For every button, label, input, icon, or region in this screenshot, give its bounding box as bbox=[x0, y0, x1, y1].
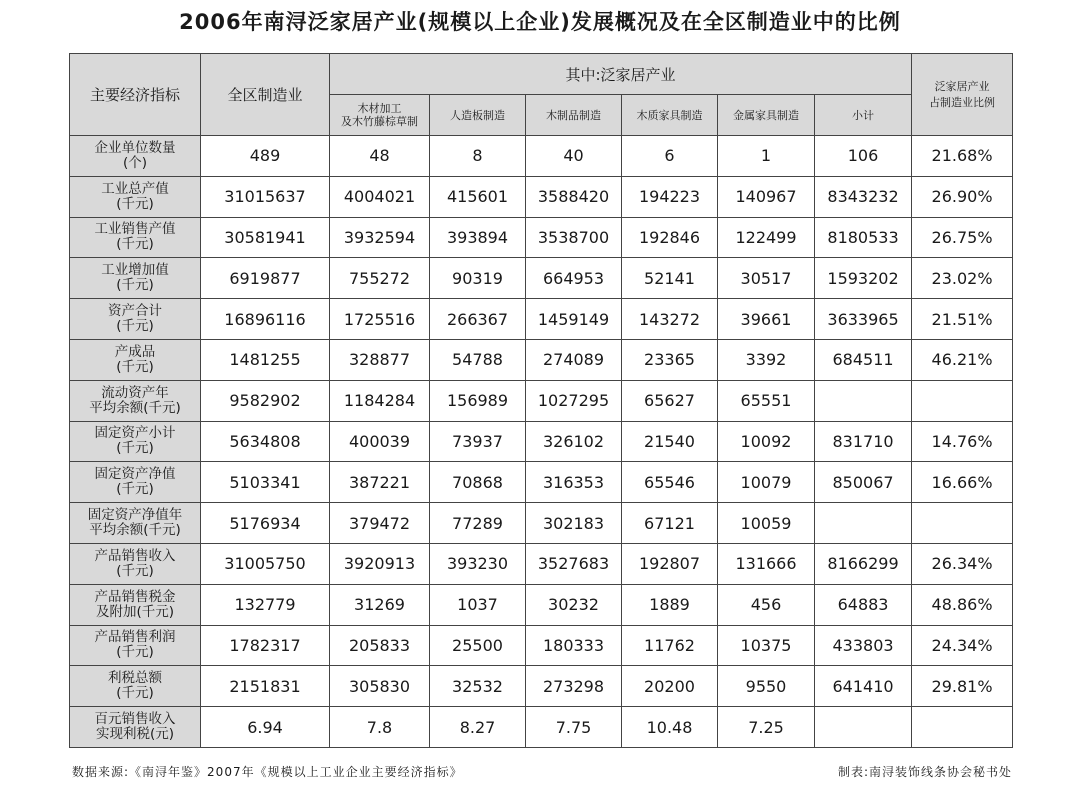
table-row bbox=[70, 543, 1013, 584]
table-cell: 9582902 bbox=[201, 380, 330, 421]
table-cell: 326102 bbox=[526, 421, 622, 462]
table-cell: 70868 bbox=[430, 462, 526, 503]
table-cell: 31269 bbox=[330, 584, 430, 625]
table-cell: 274089 bbox=[526, 339, 622, 380]
table-cell: 415601 bbox=[430, 176, 526, 217]
table-cell: 143272 bbox=[622, 299, 718, 340]
table-cell: 7.8 bbox=[330, 707, 430, 748]
table-cell: 205833 bbox=[330, 625, 430, 666]
table-cell: 131666 bbox=[718, 543, 815, 584]
table-cell: 3932594 bbox=[330, 217, 430, 258]
table-cell: 7.75 bbox=[526, 707, 622, 748]
table-cell: 4004021 bbox=[330, 176, 430, 217]
table-cell: 30581941 bbox=[201, 217, 330, 258]
table-cell: 489 bbox=[201, 136, 330, 177]
table-cell: 90319 bbox=[430, 258, 526, 299]
table-row bbox=[70, 625, 1013, 666]
row-label: 工业增加值 (千元) bbox=[70, 258, 201, 299]
header-ratio: 泛家居产业 占制造业比例 bbox=[912, 54, 1013, 136]
header-group: 其中:泛家居产业 bbox=[330, 54, 912, 95]
table-cell: 30517 bbox=[718, 258, 815, 299]
table-cell: 1782317 bbox=[201, 625, 330, 666]
table-row bbox=[70, 136, 1013, 177]
footer-maker: 制表:南浔装饰线条协会秘书处 bbox=[837, 765, 1012, 779]
table-cell: 26.75% bbox=[912, 217, 1013, 258]
table-cell: 192846 bbox=[622, 217, 718, 258]
table-cell: 6919877 bbox=[201, 258, 330, 299]
table-cell: 10.48 bbox=[622, 707, 718, 748]
table-cell: 106 bbox=[815, 136, 912, 177]
row-label: 资产合计 (千元) bbox=[70, 299, 201, 340]
table-cell: 302183 bbox=[526, 503, 622, 544]
table-cell: 5176934 bbox=[201, 503, 330, 544]
table-cell: 21540 bbox=[622, 421, 718, 462]
table-cell: 1459149 bbox=[526, 299, 622, 340]
table-cell: 273298 bbox=[526, 666, 622, 707]
table-row bbox=[70, 339, 1013, 380]
table-cell: 1593202 bbox=[815, 258, 912, 299]
table-cell bbox=[912, 707, 1013, 748]
row-label: 工业销售产值 (千元) bbox=[70, 217, 201, 258]
table-cell: 16896116 bbox=[201, 299, 330, 340]
table-cell: 194223 bbox=[622, 176, 718, 217]
page-title: 2006年南浔泛家居产业(规模以上企业)发展概况及在全区制造业中的比例 bbox=[179, 10, 901, 34]
table-row bbox=[70, 299, 1013, 340]
table-cell: 3920913 bbox=[330, 543, 430, 584]
header-sub-0: 木材加工 及木竹藤棕草制 bbox=[330, 95, 430, 136]
table-cell: 11762 bbox=[622, 625, 718, 666]
table-cell: 24.34% bbox=[912, 625, 1013, 666]
table-cell: 40 bbox=[526, 136, 622, 177]
table-cell: 755272 bbox=[330, 258, 430, 299]
table-cell: 16.66% bbox=[912, 462, 1013, 503]
table-cell: 2151831 bbox=[201, 666, 330, 707]
row-label: 产品销售收入 (千元) bbox=[70, 543, 201, 584]
row-label: 工业总产值 (千元) bbox=[70, 176, 201, 217]
table-row bbox=[70, 176, 1013, 217]
table-cell: 5634808 bbox=[201, 421, 330, 462]
table-cell: 1889 bbox=[622, 584, 718, 625]
header-total: 全区制造业 bbox=[201, 54, 330, 136]
table-cell: 10059 bbox=[718, 503, 815, 544]
table-cell: 1184284 bbox=[330, 380, 430, 421]
table-row bbox=[70, 503, 1013, 544]
header-indicator: 主要经济指标 bbox=[70, 54, 201, 136]
table-cell: 25500 bbox=[430, 625, 526, 666]
row-label: 固定资产小计 (千元) bbox=[70, 421, 201, 462]
table-cell: 831710 bbox=[815, 421, 912, 462]
footer-source: 数据来源:《南浔年鉴》2007年《规模以上工业企业主要经济指标》 bbox=[72, 765, 463, 779]
table-row bbox=[70, 666, 1013, 707]
table-cell: 64883 bbox=[815, 584, 912, 625]
table-cell bbox=[815, 503, 912, 544]
table-cell: 192807 bbox=[622, 543, 718, 584]
table-row bbox=[70, 380, 1013, 421]
table-cell: 21.68% bbox=[912, 136, 1013, 177]
table-cell: 52141 bbox=[622, 258, 718, 299]
table-cell: 23.02% bbox=[912, 258, 1013, 299]
table-cell: 180333 bbox=[526, 625, 622, 666]
table-cell: 32532 bbox=[430, 666, 526, 707]
table-cell: 31005750 bbox=[201, 543, 330, 584]
table-cell: 641410 bbox=[815, 666, 912, 707]
row-label: 固定资产净值年 平均余额(千元) bbox=[70, 503, 201, 544]
table-cell: 6 bbox=[622, 136, 718, 177]
table-row bbox=[70, 462, 1013, 503]
table-cell: 393230 bbox=[430, 543, 526, 584]
table-cell: 1037 bbox=[430, 584, 526, 625]
table-cell: 77289 bbox=[430, 503, 526, 544]
row-label: 流动资产年 平均余额(千元) bbox=[70, 380, 201, 421]
header-sub-1: 人造板制造 bbox=[430, 95, 526, 136]
table-row bbox=[70, 584, 1013, 625]
table-cell bbox=[815, 380, 912, 421]
table-cell: 29.81% bbox=[912, 666, 1013, 707]
table-cell: 393894 bbox=[430, 217, 526, 258]
table-cell: 20200 bbox=[622, 666, 718, 707]
table-cell: 48 bbox=[330, 136, 430, 177]
table-cell: 9550 bbox=[718, 666, 815, 707]
table-cell: 8343232 bbox=[815, 176, 912, 217]
table-row bbox=[70, 258, 1013, 299]
table-cell: 54788 bbox=[430, 339, 526, 380]
table-cell: 266367 bbox=[430, 299, 526, 340]
table-cell: 65627 bbox=[622, 380, 718, 421]
table-cell: 67121 bbox=[622, 503, 718, 544]
table-cell bbox=[912, 380, 1013, 421]
table-cell: 26.34% bbox=[912, 543, 1013, 584]
table-cell: 8180533 bbox=[815, 217, 912, 258]
table-cell: 7.25 bbox=[718, 707, 815, 748]
table-cell: 456 bbox=[718, 584, 815, 625]
table-cell: 3588420 bbox=[526, 176, 622, 217]
table-cell: 21.51% bbox=[912, 299, 1013, 340]
header-sub-3: 木质家具制造 bbox=[622, 95, 718, 136]
table-cell: 30232 bbox=[526, 584, 622, 625]
table-row bbox=[70, 707, 1013, 748]
table-cell: 387221 bbox=[330, 462, 430, 503]
table-cell: 156989 bbox=[430, 380, 526, 421]
table-cell: 48.86% bbox=[912, 584, 1013, 625]
table-cell: 10079 bbox=[718, 462, 815, 503]
row-label: 企业单位数量 (个) bbox=[70, 136, 201, 177]
table-cell: 3392 bbox=[718, 339, 815, 380]
table-cell: 10092 bbox=[718, 421, 815, 462]
table-cell: 3538700 bbox=[526, 217, 622, 258]
table-cell: 10375 bbox=[718, 625, 815, 666]
table-row bbox=[70, 217, 1013, 258]
header-sub-2: 木制品制造 bbox=[526, 95, 622, 136]
header-sub-4: 金属家具制造 bbox=[718, 95, 815, 136]
row-label: 利税总额 (千元) bbox=[70, 666, 201, 707]
table-cell: 122499 bbox=[718, 217, 815, 258]
table-cell: 39661 bbox=[718, 299, 815, 340]
table-cell: 46.21% bbox=[912, 339, 1013, 380]
table-cell: 14.76% bbox=[912, 421, 1013, 462]
row-label: 百元销售收入 实现利税(元) bbox=[70, 707, 201, 748]
table-cell: 305830 bbox=[330, 666, 430, 707]
data-table bbox=[69, 53, 1013, 748]
table-cell: 379472 bbox=[330, 503, 430, 544]
table-cell: 328877 bbox=[330, 339, 430, 380]
table-cell: 850067 bbox=[815, 462, 912, 503]
table-cell: 132779 bbox=[201, 584, 330, 625]
row-label: 固定资产净值 (千元) bbox=[70, 462, 201, 503]
table-cell: 316353 bbox=[526, 462, 622, 503]
table-cell: 8.27 bbox=[430, 707, 526, 748]
table-cell: 1725516 bbox=[330, 299, 430, 340]
table-cell: 684511 bbox=[815, 339, 912, 380]
table-cell: 140967 bbox=[718, 176, 815, 217]
table-cell: 73937 bbox=[430, 421, 526, 462]
table-cell: 31015637 bbox=[201, 176, 330, 217]
table-row bbox=[70, 421, 1013, 462]
table-cell bbox=[912, 503, 1013, 544]
table-cell: 1481255 bbox=[201, 339, 330, 380]
table-cell: 3633965 bbox=[815, 299, 912, 340]
table-cell: 664953 bbox=[526, 258, 622, 299]
table-cell: 3527683 bbox=[526, 543, 622, 584]
table-cell: 400039 bbox=[330, 421, 430, 462]
table-cell: 8 bbox=[430, 136, 526, 177]
table-cell: 23365 bbox=[622, 339, 718, 380]
row-label: 产成品 (千元) bbox=[70, 339, 201, 380]
table-cell bbox=[815, 707, 912, 748]
table-cell: 5103341 bbox=[201, 462, 330, 503]
table-cell: 433803 bbox=[815, 625, 912, 666]
header-sub-5: 小计 bbox=[815, 95, 912, 136]
table-cell: 6.94 bbox=[201, 707, 330, 748]
table-cell: 1027295 bbox=[526, 380, 622, 421]
table-cell: 1 bbox=[718, 136, 815, 177]
table-cell: 65546 bbox=[622, 462, 718, 503]
table-cell: 26.90% bbox=[912, 176, 1013, 217]
table-cell: 8166299 bbox=[815, 543, 912, 584]
table-cell: 65551 bbox=[718, 380, 815, 421]
row-label: 产品销售税金 及附加(千元) bbox=[70, 584, 201, 625]
row-label: 产品销售利润 (千元) bbox=[70, 625, 201, 666]
